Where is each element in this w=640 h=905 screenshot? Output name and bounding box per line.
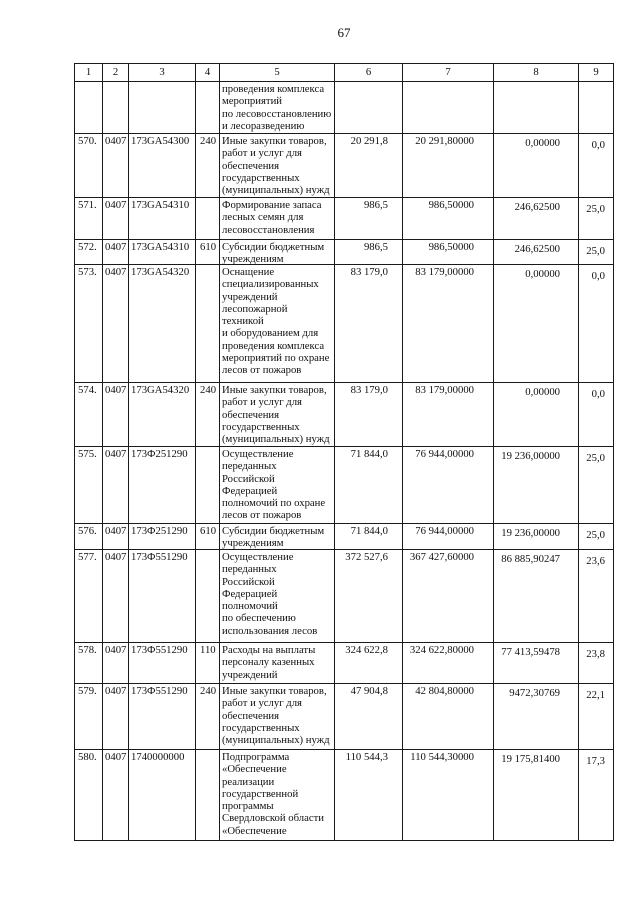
type-code-cell: [196, 447, 220, 524]
percent-cell: 23,6: [579, 550, 614, 643]
amount-cell-col-7: 324 622,80000: [403, 643, 494, 684]
amount-cell-col-6: 20 291,8: [335, 134, 403, 198]
amount-cell-col-7: 367 427,60000: [403, 550, 494, 643]
percent-cell: 25,0: [579, 524, 614, 550]
amount-cell-col-8: 19 236,00000: [494, 524, 579, 550]
percent-cell: 17,3: [579, 750, 614, 841]
amount-cell-col-6: 110 544,3: [335, 750, 403, 841]
target-code-cell: 173Ф551290: [129, 684, 196, 750]
amount-cell-col-8: 246,62500: [494, 198, 579, 240]
section-code-cell: 0407: [103, 524, 129, 550]
amount-cell-col-8: 19 175,81400: [494, 750, 579, 841]
target-code-cell: 173Ф251290: [129, 524, 196, 550]
description-cell: Оснащение специализированных учреждений лесопожарной техникой и оборудованием для проведения комплекса мероприятий по охране лесов от пожаров: [220, 265, 335, 383]
header-cell-col-1: 1: [75, 64, 103, 82]
percent-cell: 0,0: [579, 134, 614, 198]
description-cell: Субсидии бюджетным учреждениям: [220, 524, 335, 550]
percent-cell: [579, 82, 614, 134]
amount-cell-col-6: 71 844,0: [335, 524, 403, 550]
amount-cell-col-7: [403, 82, 494, 134]
percent-cell: 25,0: [579, 447, 614, 524]
section-code-cell: [103, 82, 129, 134]
percent-cell: 0,0: [579, 265, 614, 383]
amount-cell-col-8: 9472,30769: [494, 684, 579, 750]
amount-cell-col-8: 0,00000: [494, 383, 579, 447]
amount-cell-col-7: 986,50000: [403, 198, 494, 240]
percent-cell: 25,0: [579, 240, 614, 265]
description-cell: Субсидии бюджетным учреждениям: [220, 240, 335, 265]
row-number-cell: 575.: [75, 447, 103, 524]
percent-cell: 23,8: [579, 643, 614, 684]
amount-cell-col-6: [335, 82, 403, 134]
amount-cell-col-7: 76 944,00000: [403, 524, 494, 550]
row-number-cell: 577.: [75, 550, 103, 643]
header-cell-col-3: 3: [129, 64, 196, 82]
row-number-cell: 571.: [75, 198, 103, 240]
header-cell-col-7: 7: [403, 64, 494, 82]
target-code-cell: 173GA54310: [129, 240, 196, 265]
header-cell-col-2: 2: [103, 64, 129, 82]
amount-cell-col-7: 83 179,00000: [403, 383, 494, 447]
amount-cell-col-6: 324 622,8: [335, 643, 403, 684]
header-cell-col-4: 4: [196, 64, 220, 82]
section-code-cell: 0407: [103, 240, 129, 265]
amount-cell-col-6: 986,5: [335, 198, 403, 240]
target-code-cell: [129, 82, 196, 134]
description-cell: Расходы на выплаты персоналу казенных учреждений: [220, 643, 335, 684]
type-code-cell: [196, 550, 220, 643]
amount-cell-col-8: 0,00000: [494, 134, 579, 198]
amount-cell-col-6: 372 527,6: [335, 550, 403, 643]
amount-cell-col-7: 76 944,00000: [403, 447, 494, 524]
type-code-cell: [196, 198, 220, 240]
type-code-cell: 610: [196, 240, 220, 265]
description-cell: проведения комплекса мероприятий по лесовосстановлению и лесоразведению: [220, 82, 335, 134]
amount-cell-col-7: 110 544,30000: [403, 750, 494, 841]
type-code-cell: 110: [196, 643, 220, 684]
amount-cell-col-8: 19 236,00000: [494, 447, 579, 524]
description-cell: Иные закупки товаров, работ и услуг для обеспечения государственных (муниципальных) нужд: [220, 134, 335, 198]
target-code-cell: 173GA54310: [129, 198, 196, 240]
type-code-cell: [196, 750, 220, 841]
amount-cell-col-6: 71 844,0: [335, 447, 403, 524]
type-code-cell: 240: [196, 134, 220, 198]
row-number-cell: 572.: [75, 240, 103, 265]
amount-cell-col-6: 47 904,8: [335, 684, 403, 750]
header-cell-col-9: 9: [579, 64, 614, 82]
page-number: 67: [337, 25, 351, 40]
section-code-cell: 0407: [103, 447, 129, 524]
percent-cell: 0,0: [579, 383, 614, 447]
amount-cell-col-6: 986,5: [335, 240, 403, 265]
description-cell: Иные закупки товаров, работ и услуг для обеспечения государственных (муниципальных) нужд: [220, 684, 335, 750]
data-table: [74, 63, 614, 841]
type-code-cell: [196, 82, 220, 134]
description-cell: Формирование запаса лесных семян для лесовосстановления: [220, 198, 335, 240]
target-code-cell: 173Ф251290: [129, 447, 196, 524]
section-code-cell: 0407: [103, 750, 129, 841]
amount-cell-col-6: 83 179,0: [335, 265, 403, 383]
row-number-cell: 576.: [75, 524, 103, 550]
header-cell-col-8: 8: [494, 64, 579, 82]
amount-cell-col-8: 86 885,90247: [494, 550, 579, 643]
target-code-cell: 173Ф551290: [129, 643, 196, 684]
amount-cell-col-6: 83 179,0: [335, 383, 403, 447]
row-number-cell: 578.: [75, 643, 103, 684]
amount-cell-col-8: 0,00000: [494, 265, 579, 383]
target-code-cell: 173GA54320: [129, 265, 196, 383]
type-code-cell: 240: [196, 383, 220, 447]
section-code-cell: 0407: [103, 550, 129, 643]
section-code-cell: 0407: [103, 198, 129, 240]
description-cell: Осуществление переданных Российской Федерацией полномочий по охране лесов от пожаров: [220, 447, 335, 524]
target-code-cell: 173Ф551290: [129, 550, 196, 643]
percent-cell: 25,0: [579, 198, 614, 240]
row-number-cell: 579.: [75, 684, 103, 750]
target-code-cell: 173GA54320: [129, 383, 196, 447]
section-code-cell: 0407: [103, 643, 129, 684]
amount-cell-col-7: 83 179,00000: [403, 265, 494, 383]
percent-cell: 22,1: [579, 684, 614, 750]
row-number-cell: 574.: [75, 383, 103, 447]
section-code-cell: 0407: [103, 684, 129, 750]
description-cell: Осуществление переданных Российской Федерацией полномочий по обеспечению использования лесов: [220, 550, 335, 643]
target-code-cell: 173GA54300: [129, 134, 196, 198]
description-cell: Подпрограмма «Обеспечение реализации государственной программы Свердловской области «Обеспечение: [220, 750, 335, 841]
row-number-cell: 573.: [75, 265, 103, 383]
type-code-cell: [196, 265, 220, 383]
amount-cell-col-7: 20 291,80000: [403, 134, 494, 198]
section-code-cell: 0407: [103, 134, 129, 198]
header-cell-col-6: 6: [335, 64, 403, 82]
row-number-cell: 570.: [75, 134, 103, 198]
amount-cell-col-8: 77 413,59478: [494, 643, 579, 684]
amount-cell-col-8: 246,62500: [494, 240, 579, 265]
description-cell: Иные закупки товаров, работ и услуг для обеспечения государственных (муниципальных) нужд: [220, 383, 335, 447]
amount-cell-col-7: 42 804,80000: [403, 684, 494, 750]
section-code-cell: 0407: [103, 383, 129, 447]
type-code-cell: 610: [196, 524, 220, 550]
amount-cell-col-7: 986,50000: [403, 240, 494, 265]
target-code-cell: 1740000000: [129, 750, 196, 841]
row-number-cell: 580.: [75, 750, 103, 841]
row-number-cell: [75, 82, 103, 134]
header-cell-col-5: 5: [220, 64, 335, 82]
amount-cell-col-8: [494, 82, 579, 134]
type-code-cell: 240: [196, 684, 220, 750]
section-code-cell: 0407: [103, 265, 129, 383]
